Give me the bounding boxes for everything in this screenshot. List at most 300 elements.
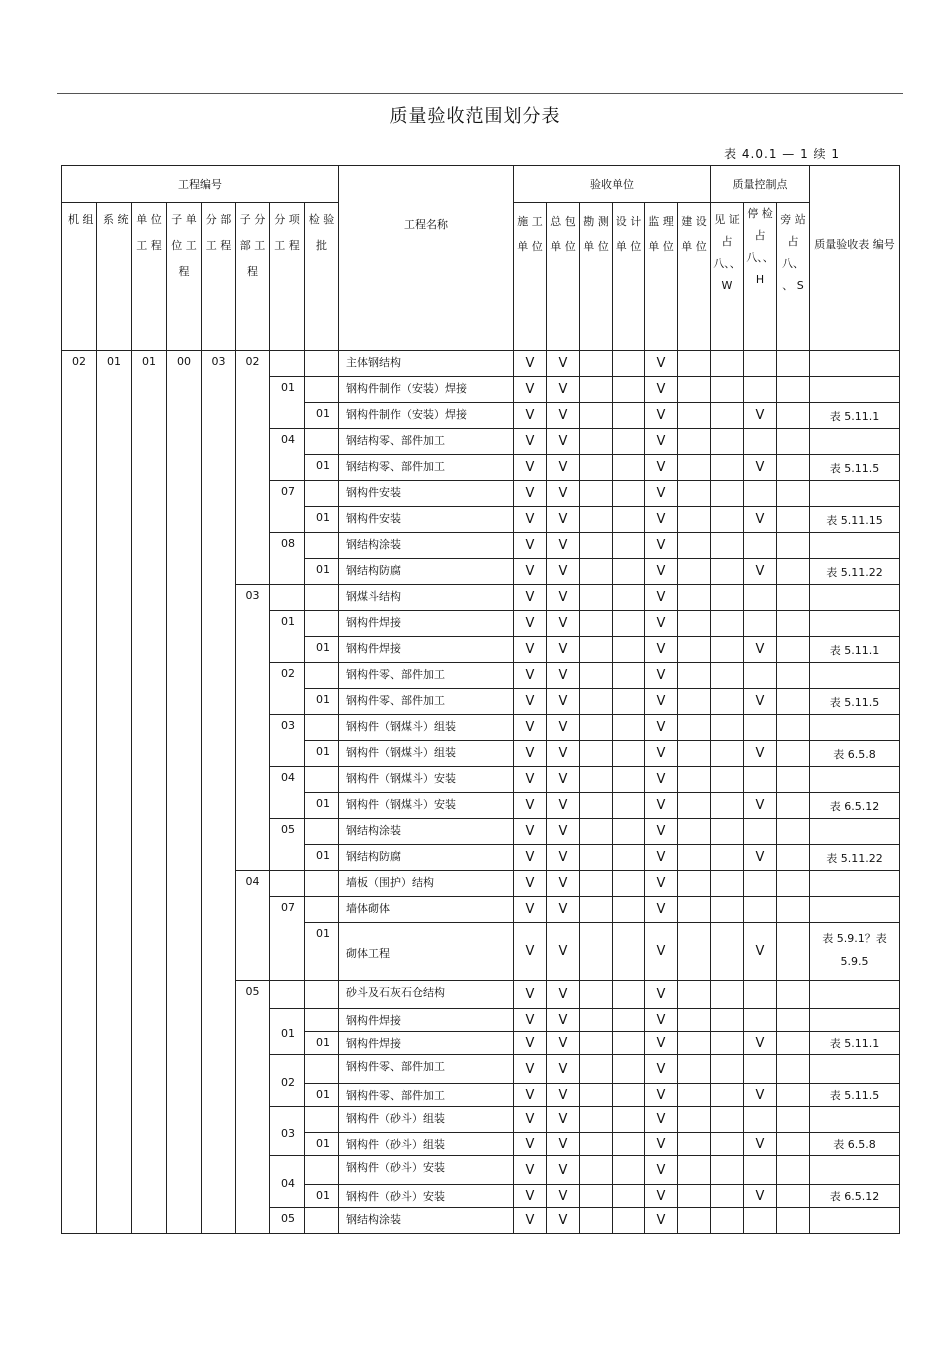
sheji-mark (613, 663, 645, 689)
jianyanpi-code: 01 (305, 1032, 339, 1055)
shigong-mark: V (514, 923, 547, 981)
project-name: 钢构件（砂斗）安装 (339, 1156, 514, 1185)
sheji-mark (613, 845, 645, 871)
zongbao-mark: V (547, 845, 580, 871)
jianshe-mark (678, 1185, 711, 1208)
sheji-mark (613, 819, 645, 845)
jianshe-mark (678, 455, 711, 481)
zifenbu-code: 03 (236, 585, 270, 871)
shigong-mark: V (514, 845, 547, 871)
form-number (810, 611, 900, 637)
standby-point-mark (777, 1055, 810, 1084)
hold-point-mark: V (744, 507, 777, 533)
form-number: 表 5.11.5 (810, 455, 900, 481)
project-name: 钢构件安装 (339, 481, 514, 507)
hold-point-mark: V (744, 1084, 777, 1107)
fenxiang-code: 04 (270, 1156, 305, 1208)
witness-point-mark (711, 611, 744, 637)
jianli-mark: V (645, 585, 678, 611)
hold-point-mark (744, 429, 777, 455)
kance-mark (580, 1185, 613, 1208)
sheji-mark (613, 1185, 645, 1208)
witness-point-mark (711, 1208, 744, 1234)
hold-point-mark: V (744, 689, 777, 715)
form-number (810, 377, 900, 403)
form-number: 表 5.11.1 (810, 1032, 900, 1055)
shigong-mark: V (514, 1185, 547, 1208)
shigong-mark: V (514, 507, 547, 533)
jianyanpi-code (305, 1009, 339, 1032)
header-group-project-code: 工程编号 (62, 166, 339, 203)
project-name: 钢构件零、部件加工 (339, 1055, 514, 1084)
witness-point-mark (711, 871, 744, 897)
jianshe-mark (678, 585, 711, 611)
sheji-mark (613, 507, 645, 533)
jianyanpi-code (305, 377, 339, 403)
project-name: 钢结构涂装 (339, 819, 514, 845)
zongbao-mark: V (547, 1133, 580, 1156)
project-name: 砂斗及石灰石仓结构 (339, 981, 514, 1009)
standby-point-mark (777, 1009, 810, 1032)
hold-point-mark: V (744, 741, 777, 767)
jianyanpi-code: 01 (305, 845, 339, 871)
header-kance: 勘 测 单 位 (580, 203, 613, 351)
jianyanpi-code (305, 481, 339, 507)
jianyanpi-code (305, 1055, 339, 1084)
shigong-mark: V (514, 981, 547, 1009)
header-jizu: 机 组 (62, 203, 97, 351)
project-name: 钢结构防腐 (339, 559, 514, 585)
jianyanpi-code (305, 585, 339, 611)
kance-mark (580, 923, 613, 981)
project-name: 钢构件零、部件加工 (339, 1084, 514, 1107)
sheji-mark (613, 1156, 645, 1185)
hold-point-mark: V (744, 845, 777, 871)
jianyanpi-code: 01 (305, 1185, 339, 1208)
project-name: 钢结构涂装 (339, 1208, 514, 1234)
jianshe-mark (678, 1156, 711, 1185)
sheji-mark (613, 741, 645, 767)
form-number (810, 981, 900, 1009)
zifenbu-code: 04 (236, 871, 270, 981)
form-number: 表 5.11.5 (810, 1084, 900, 1107)
jianli-mark: V (645, 1156, 678, 1185)
witness-point-mark (711, 507, 744, 533)
form-number: 表 5.11.22 (810, 559, 900, 585)
form-number (810, 1208, 900, 1234)
form-number (810, 871, 900, 897)
jianshe-mark (678, 637, 711, 663)
jianli-mark: V (645, 611, 678, 637)
fenxiang-code: 04 (270, 429, 305, 481)
zongbao-mark: V (547, 767, 580, 793)
project-name: 钢煤斗结构 (339, 585, 514, 611)
fenxiang-code: 01 (270, 377, 305, 429)
project-name: 钢结构防腐 (339, 845, 514, 871)
jianli-mark: V (645, 559, 678, 585)
kance-mark (580, 689, 613, 715)
witness-point-mark (711, 1009, 744, 1032)
fenxiang-code: 05 (270, 1208, 305, 1234)
hold-point-mark (744, 533, 777, 559)
project-name: 钢构件制作（安装）焊接 (339, 377, 514, 403)
standby-point-mark (777, 741, 810, 767)
jianli-mark: V (645, 1107, 678, 1133)
standby-point-mark (777, 663, 810, 689)
header-group-quality-control: 质量控制点 (711, 166, 810, 203)
header-fenbu: 分 部 工 程 (202, 203, 236, 351)
form-number (810, 585, 900, 611)
hold-point-mark (744, 351, 777, 377)
form-number (810, 429, 900, 455)
shigong-mark: V (514, 897, 547, 923)
hold-point-mark: V (744, 923, 777, 981)
kance-mark (580, 1156, 613, 1185)
hold-point-mark: V (744, 793, 777, 819)
sheji-mark (613, 689, 645, 715)
kance-mark (580, 1032, 613, 1055)
kance-mark (580, 481, 613, 507)
project-name: 墙体砌体 (339, 897, 514, 923)
project-name: 钢构件焊接 (339, 637, 514, 663)
sheji-mark (613, 715, 645, 741)
jianshe-mark (678, 871, 711, 897)
project-name: 钢构件（钢煤斗）安装 (339, 793, 514, 819)
kance-mark (580, 611, 613, 637)
sheji-mark (613, 351, 645, 377)
jianshe-mark (678, 1055, 711, 1084)
form-number: 表 5.9.1？表 5.9.5 (810, 923, 900, 981)
hold-point-mark: V (744, 559, 777, 585)
hold-point-mark: V (744, 403, 777, 429)
document-title: 质量验收范围划分表 (389, 106, 561, 127)
zidanwei-code: 00 (167, 351, 202, 1234)
zongbao-mark: V (547, 1107, 580, 1133)
project-name: 钢构件（钢煤斗）组装 (339, 741, 514, 767)
jianyanpi-code: 01 (305, 923, 339, 981)
zongbao-mark: V (547, 351, 580, 377)
jianyanpi-code: 01 (305, 559, 339, 585)
sheji-mark (613, 585, 645, 611)
kance-mark (580, 559, 613, 585)
standby-point-mark (777, 767, 810, 793)
form-number: 表 5.11.22 (810, 845, 900, 871)
witness-point-mark (711, 663, 744, 689)
jianli-mark: V (645, 1009, 678, 1032)
jianshe-mark (678, 1133, 711, 1156)
witness-point-mark (711, 767, 744, 793)
fenxiang-code: 01 (270, 1009, 305, 1055)
zongbao-mark: V (547, 559, 580, 585)
standby-point-mark (777, 403, 810, 429)
witness-point-mark (711, 689, 744, 715)
kance-mark (580, 845, 613, 871)
shigong-mark: V (514, 793, 547, 819)
witness-point-mark (711, 637, 744, 663)
header-standby-point: 旁 站 占 八、 、 S (777, 203, 810, 351)
shigong-mark: V (514, 429, 547, 455)
shigong-mark: V (514, 481, 547, 507)
kance-mark (580, 507, 613, 533)
jianshe-mark (678, 981, 711, 1009)
shigong-mark: V (514, 663, 547, 689)
hold-point-mark (744, 897, 777, 923)
witness-point-mark (711, 741, 744, 767)
shigong-mark: V (514, 611, 547, 637)
shigong-mark: V (514, 871, 547, 897)
shigong-mark: V (514, 533, 547, 559)
header-group-acceptance-unit: 验收单位 (514, 166, 711, 203)
shigong-mark: V (514, 1133, 547, 1156)
sheji-mark (613, 871, 645, 897)
kance-mark (580, 1107, 613, 1133)
zongbao-mark: V (547, 585, 580, 611)
hold-point-mark (744, 819, 777, 845)
jianyanpi-code: 01 (305, 507, 339, 533)
jianyanpi-code: 01 (305, 1133, 339, 1156)
jianshe-mark (678, 689, 711, 715)
kance-mark (580, 767, 613, 793)
sheji-mark (613, 981, 645, 1009)
kance-mark (580, 741, 613, 767)
hold-point-mark: V (744, 1185, 777, 1208)
zongbao-mark: V (547, 793, 580, 819)
zongbao-mark: V (547, 981, 580, 1009)
jianshe-mark (678, 559, 711, 585)
jianli-mark: V (645, 897, 678, 923)
jianli-mark: V (645, 1208, 678, 1234)
zongbao-mark: V (547, 923, 580, 981)
standby-point-mark (777, 455, 810, 481)
kance-mark (580, 715, 613, 741)
project-name: 钢结构涂装 (339, 533, 514, 559)
hold-point-mark: V (744, 1032, 777, 1055)
witness-point-mark (711, 481, 744, 507)
jianli-mark: V (645, 403, 678, 429)
zongbao-mark: V (547, 819, 580, 845)
shigong-mark: V (514, 351, 547, 377)
header-xitong: 系 统 (97, 203, 132, 351)
jianli-mark: V (645, 819, 678, 845)
header-zifenbu: 子 分 部 工 程 (236, 203, 270, 351)
form-number (810, 533, 900, 559)
witness-point-mark (711, 559, 744, 585)
form-number (810, 1156, 900, 1185)
sheji-mark (613, 377, 645, 403)
standby-point-mark (777, 897, 810, 923)
project-name: 钢构件零、部件加工 (339, 663, 514, 689)
witness-point-mark (711, 429, 744, 455)
jianshe-mark (678, 1208, 711, 1234)
standby-point-mark (777, 1084, 810, 1107)
fenxiang-code: 03 (270, 1107, 305, 1156)
standby-point-mark (777, 923, 810, 981)
danwei-code: 01 (132, 351, 167, 1234)
standby-point-mark (777, 845, 810, 871)
jianshe-mark (678, 715, 711, 741)
kance-mark (580, 897, 613, 923)
hold-point-mark (744, 871, 777, 897)
jianshe-mark (678, 1032, 711, 1055)
kance-mark (580, 1084, 613, 1107)
shigong-mark: V (514, 819, 547, 845)
kance-mark (580, 637, 613, 663)
jianli-mark: V (645, 507, 678, 533)
fenxiang-code (270, 351, 305, 377)
witness-point-mark (711, 923, 744, 981)
zongbao-mark: V (547, 1055, 580, 1084)
standby-point-mark (777, 1156, 810, 1185)
hold-point-mark (744, 611, 777, 637)
witness-point-mark (711, 1084, 744, 1107)
form-number: 表 6.5.8 (810, 1133, 900, 1156)
jianyanpi-code (305, 429, 339, 455)
fenxiang-code (270, 981, 305, 1009)
header-hold-point: 停 检 占 八、、 H (744, 203, 777, 351)
shigong-mark: V (514, 1009, 547, 1032)
shigong-mark: V (514, 1107, 547, 1133)
witness-point-mark (711, 403, 744, 429)
shigong-mark: V (514, 377, 547, 403)
jianshe-mark (678, 663, 711, 689)
jianshe-mark (678, 1107, 711, 1133)
standby-point-mark (777, 981, 810, 1009)
fenxiang-code: 08 (270, 533, 305, 585)
form-number: 表 5.11.15 (810, 507, 900, 533)
xitong-code: 01 (97, 351, 132, 1234)
hold-point-mark (744, 715, 777, 741)
form-number (810, 351, 900, 377)
header-sheji: 设 计 单 位 (613, 203, 645, 351)
form-number (810, 1009, 900, 1032)
jianli-mark: V (645, 871, 678, 897)
jianshe-mark (678, 481, 711, 507)
zongbao-mark: V (547, 1185, 580, 1208)
form-number: 表 5.11.5 (810, 689, 900, 715)
standby-point-mark (777, 481, 810, 507)
sheji-mark (613, 455, 645, 481)
jianli-mark: V (645, 1055, 678, 1084)
jianyanpi-code: 01 (305, 689, 339, 715)
sheji-mark (613, 481, 645, 507)
jianshe-mark (678, 377, 711, 403)
hold-point-mark (744, 767, 777, 793)
jianyanpi-code: 01 (305, 455, 339, 481)
zongbao-mark: V (547, 403, 580, 429)
project-name: 主体钢结构 (339, 351, 514, 377)
jianyanpi-code (305, 1208, 339, 1234)
header-zongbao: 总 包 单 位 (547, 203, 580, 351)
jianyanpi-code (305, 871, 339, 897)
project-name: 钢构件（钢煤斗）组装 (339, 715, 514, 741)
jianshe-mark (678, 429, 711, 455)
standby-point-mark (777, 715, 810, 741)
jianyanpi-code (305, 351, 339, 377)
hold-point-mark (744, 981, 777, 1009)
standby-point-mark (777, 351, 810, 377)
jianshe-mark (678, 1009, 711, 1032)
kance-mark (580, 533, 613, 559)
jianli-mark: V (645, 793, 678, 819)
fenbu-code: 03 (202, 351, 236, 1234)
form-number (810, 1055, 900, 1084)
form-number (810, 897, 900, 923)
witness-point-mark (711, 793, 744, 819)
kance-mark (580, 1009, 613, 1032)
fenxiang-code: 07 (270, 897, 305, 981)
zongbao-mark: V (547, 663, 580, 689)
jianli-mark: V (645, 981, 678, 1009)
jianshe-mark (678, 741, 711, 767)
witness-point-mark (711, 351, 744, 377)
fenxiang-code: 04 (270, 767, 305, 819)
jianyanpi-code (305, 611, 339, 637)
fenxiang-code (270, 585, 305, 611)
jianli-mark: V (645, 533, 678, 559)
jianyanpi-code (305, 897, 339, 923)
form-number (810, 715, 900, 741)
witness-point-mark (711, 585, 744, 611)
kance-mark (580, 819, 613, 845)
kance-mark (580, 429, 613, 455)
sheji-mark (613, 1032, 645, 1055)
jianyanpi-code (305, 1107, 339, 1133)
shigong-mark: V (514, 1084, 547, 1107)
zongbao-mark: V (547, 455, 580, 481)
shigong-mark: V (514, 689, 547, 715)
jianyanpi-code (305, 819, 339, 845)
witness-point-mark (711, 715, 744, 741)
shigong-mark: V (514, 585, 547, 611)
sheji-mark (613, 403, 645, 429)
witness-point-mark (711, 1055, 744, 1084)
table-row (62, 351, 900, 377)
form-number: 表 5.11.1 (810, 637, 900, 663)
kance-mark (580, 1055, 613, 1084)
jianyanpi-code (305, 663, 339, 689)
shigong-mark: V (514, 767, 547, 793)
sheji-mark (613, 767, 645, 793)
jianli-mark: V (645, 741, 678, 767)
hold-point-mark: V (744, 455, 777, 481)
jianyanpi-code (305, 533, 339, 559)
jianyanpi-code (305, 715, 339, 741)
standby-point-mark (777, 1185, 810, 1208)
standby-point-mark (777, 533, 810, 559)
hold-point-mark (744, 1208, 777, 1234)
shigong-mark: V (514, 403, 547, 429)
kance-mark (580, 455, 613, 481)
jianyanpi-code: 01 (305, 637, 339, 663)
jizu-code: 02 (62, 351, 97, 1234)
kance-mark (580, 403, 613, 429)
jianshe-mark (678, 351, 711, 377)
sheji-mark (613, 923, 645, 981)
standby-point-mark (777, 1107, 810, 1133)
zongbao-mark: V (547, 741, 580, 767)
zifenbu-code: 02 (236, 351, 270, 585)
standby-point-mark (777, 559, 810, 585)
header-jianyanpi: 检 验 批 (305, 203, 339, 351)
jianli-mark: V (645, 845, 678, 871)
hold-point-mark (744, 585, 777, 611)
jianshe-mark (678, 793, 711, 819)
header-form-number: 质量验收表 编号 (810, 166, 900, 351)
zongbao-mark: V (547, 897, 580, 923)
kance-mark (580, 1208, 613, 1234)
header-danwei: 单 位 工 程 (132, 203, 167, 351)
project-name: 钢构件零、部件加工 (339, 689, 514, 715)
